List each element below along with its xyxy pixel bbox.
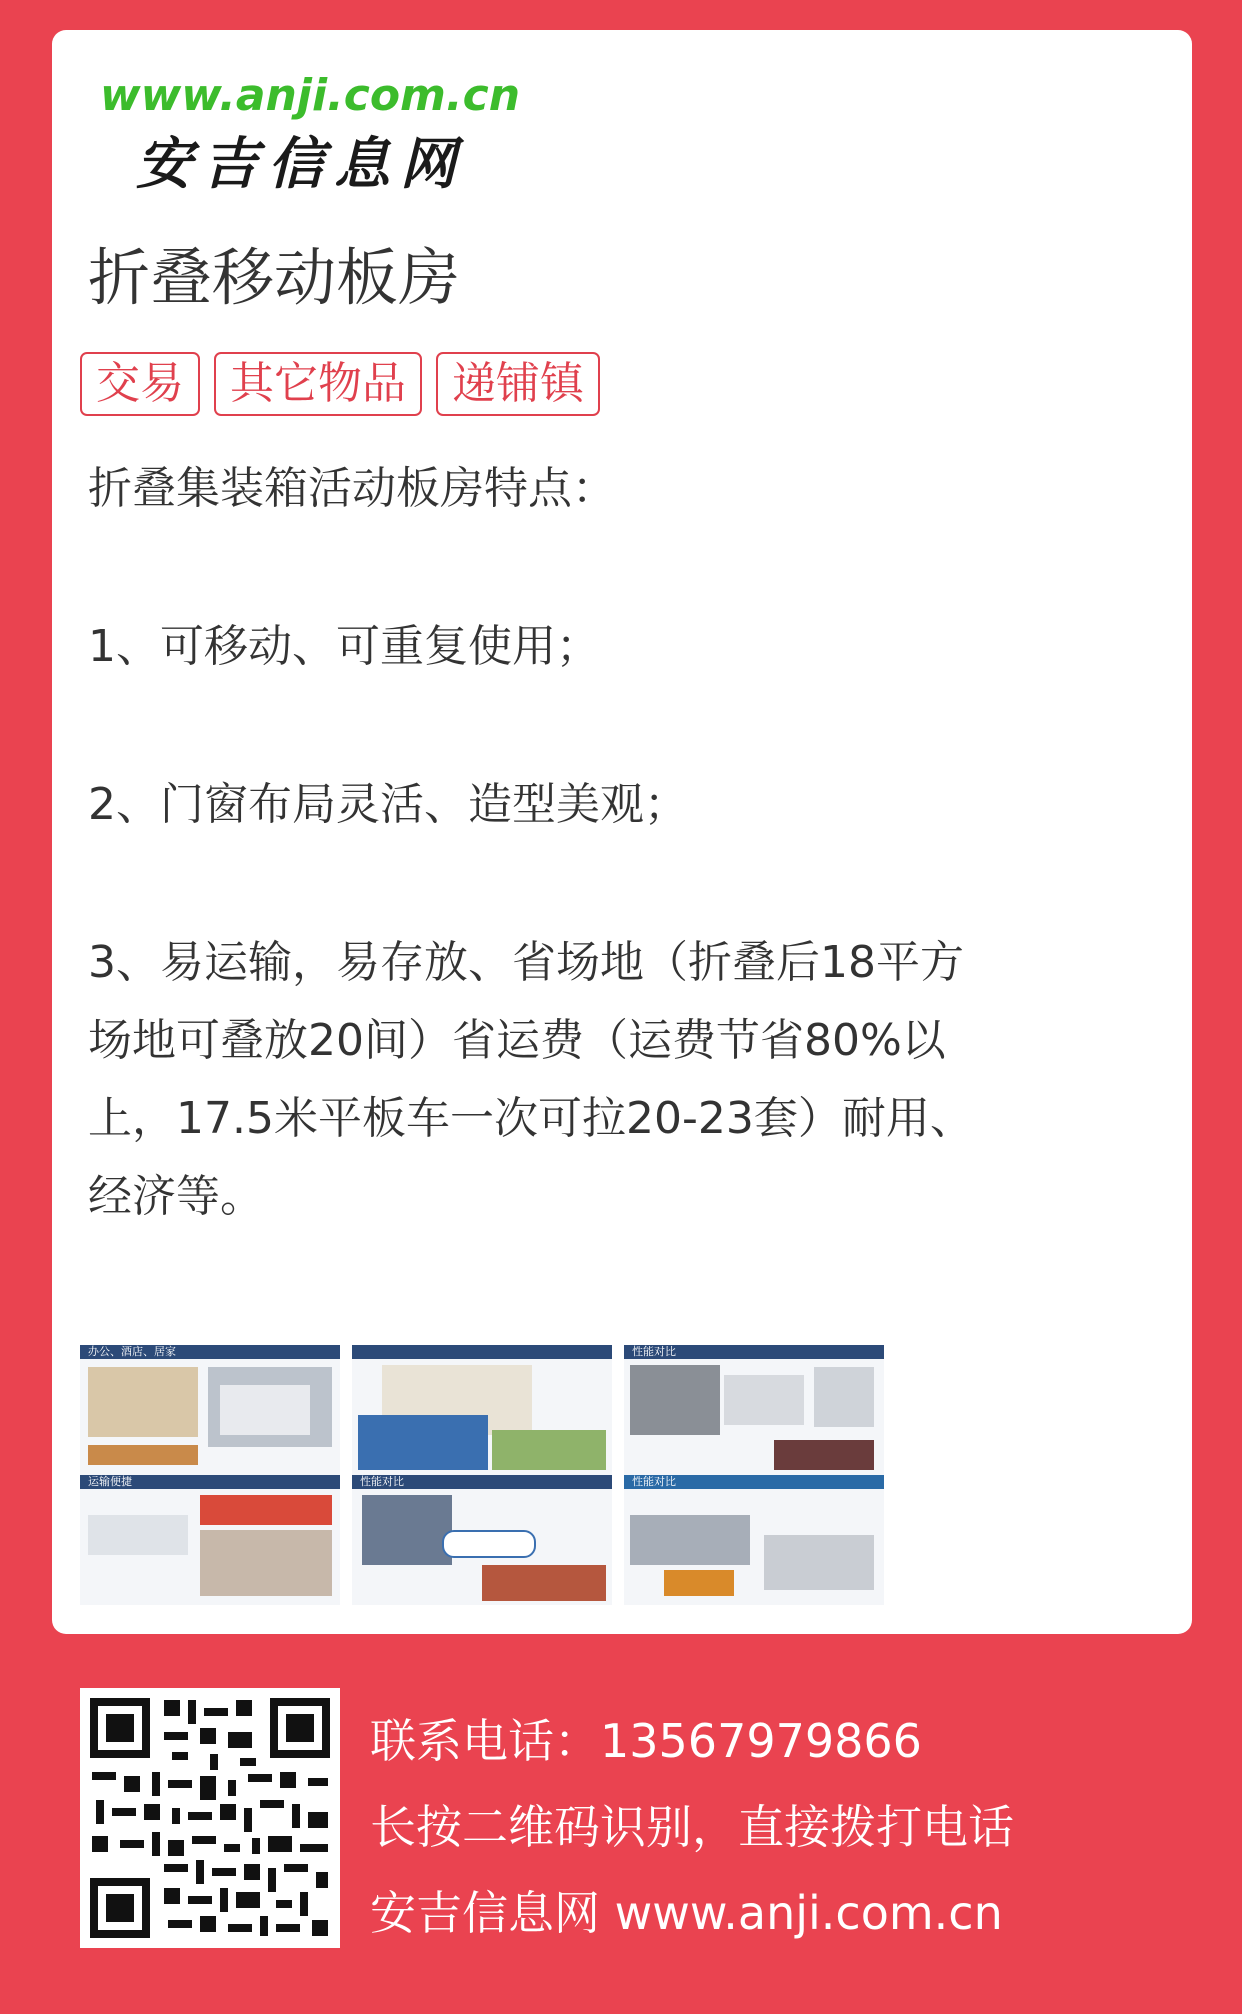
tag-dipu-town[interactable]: 递铺镇 bbox=[436, 352, 600, 416]
gallery-image-2[interactable] bbox=[352, 1345, 612, 1605]
feature-item-2: 2、门窗布局灵活、造型美观； bbox=[88, 779, 688, 830]
feature-item-3-line-2: 场地可叠放20间）省运费（运费节省80%以 bbox=[88, 1015, 946, 1066]
tag-list bbox=[80, 352, 600, 416]
contact-phone[interactable]: 联系电话：13567979866 bbox=[370, 1714, 922, 1768]
image-gallery bbox=[80, 1345, 884, 1605]
thumb-1-bottom-caption: 运输便捷 bbox=[88, 1475, 132, 1488]
qr-code[interactable] bbox=[80, 1688, 340, 1948]
logo-name: 安吉信息网 bbox=[136, 131, 466, 197]
qr-code-image bbox=[80, 1688, 340, 1948]
site-logo[interactable] bbox=[100, 70, 521, 197]
qr-hint: 长按二维码识别，直接拨打电话 bbox=[370, 1800, 1014, 1854]
description bbox=[88, 450, 1138, 1236]
feature-item-1: 1、可移动、可重复使用； bbox=[88, 621, 600, 672]
site-footer-link[interactable]: 安吉信息网 www.anji.com.cn bbox=[370, 1886, 1003, 1940]
thumb-3-bottom-caption: 性能对比 bbox=[632, 1475, 676, 1488]
contact-info bbox=[370, 1698, 1014, 1956]
logo-url: www.anji.com.cn bbox=[100, 70, 521, 121]
tag-other-goods[interactable]: 其它物品 bbox=[214, 352, 422, 416]
tag-trade[interactable]: 交易 bbox=[80, 352, 200, 416]
gallery-image-3[interactable] bbox=[624, 1345, 884, 1605]
description-heading: 折叠集装箱活动板房特点： bbox=[88, 463, 616, 514]
page-title: 折叠移动板房 bbox=[88, 241, 461, 314]
feature-item-3-line-4: 经济等。 bbox=[88, 1171, 264, 1222]
feature-item-3-line-1: 3、易运输，易存放、省场地（折叠后18平方 bbox=[88, 937, 964, 988]
thumb-3-top-caption: 性能对比 bbox=[632, 1345, 676, 1358]
gallery-image-1[interactable] bbox=[80, 1345, 340, 1605]
feature-item-3-line-3: 上，17.5米平板车一次可拉20-23套）耐用、 bbox=[88, 1093, 974, 1144]
thumb-1-top-caption: 办公、酒店、居家 bbox=[88, 1345, 176, 1358]
thumb-2-bottom-caption: 性能对比 bbox=[360, 1475, 404, 1488]
